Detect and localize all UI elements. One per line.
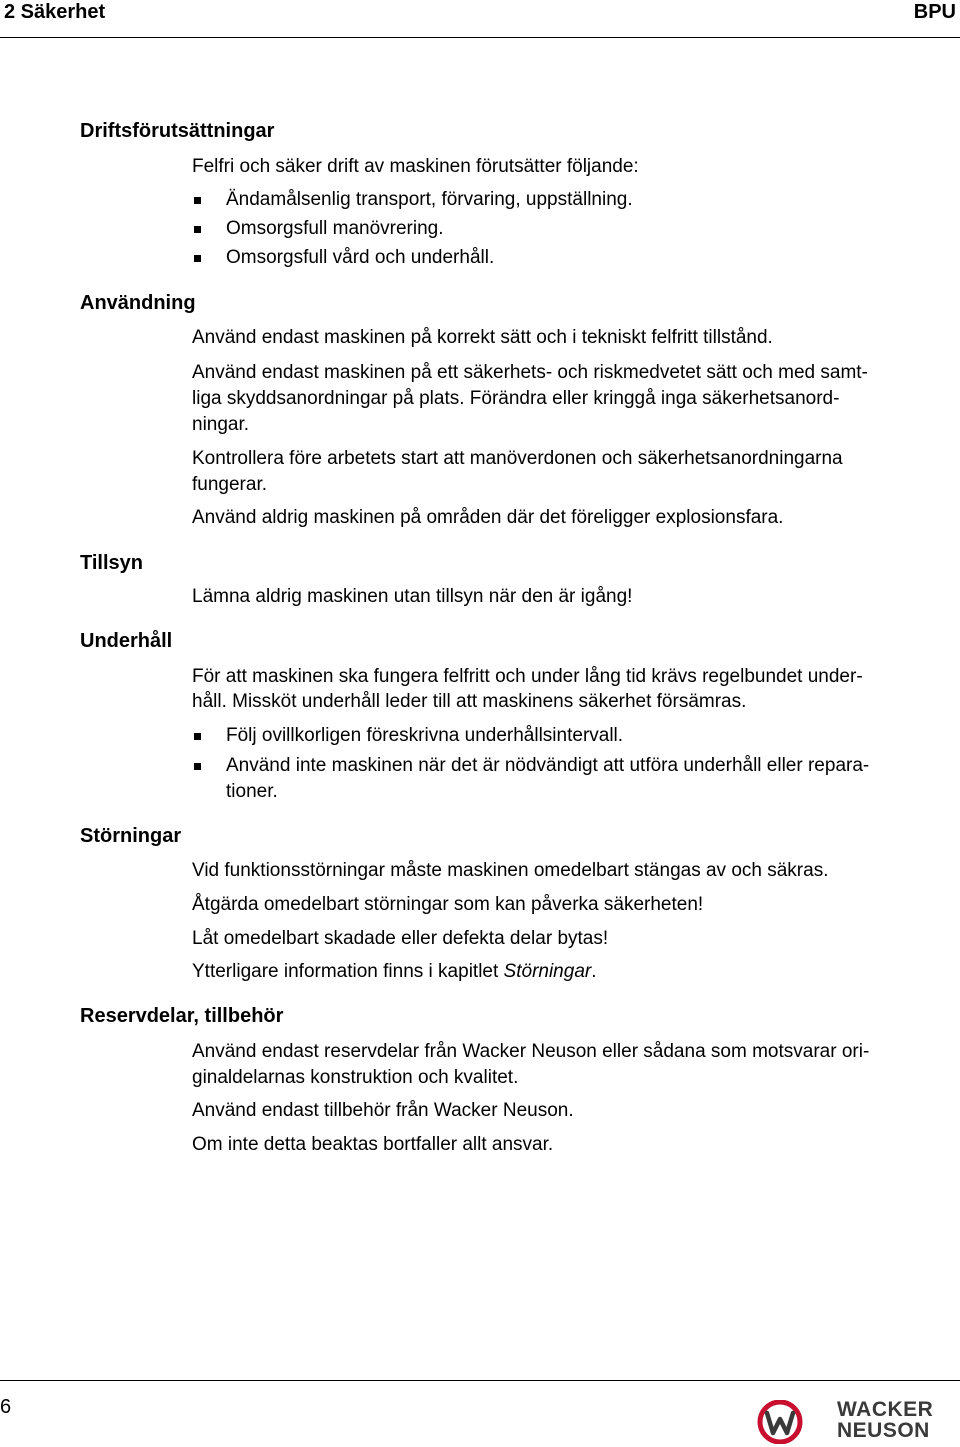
drift-intro: Felfri och säker drift av maskinen förutsätter följande: [192,156,639,177]
tillsyn-p1: Lämna aldrig maskinen utan tillsyn när den är igång! [192,586,633,607]
underhall-bullet-2-cont: tioner. [226,781,278,802]
heading-driftsforutsattningar: Driftsförutsättningar [80,120,275,142]
heading-underhall: Underhåll [80,630,173,652]
storningar-p3: Låt omedelbart skadade eller defekta delar bytas! [192,928,609,949]
heading-anvandning: Användning [80,292,196,314]
reservdelar-p3: Om inte detta beaktas bortfaller allt ansvar. [192,1134,554,1155]
wacker-neuson-w-emblem-icon [756,1400,804,1444]
storningar-p4: Ytterligare information finns i kapitlet Störningar. [192,961,597,982]
brand-logo-text: WACKER NEUSON [837,1398,934,1442]
page-number: 6 [0,1396,12,1418]
storningar-p1: Vid funktionsstörningar måste maskinen omedelbart stängas av och säkras. [192,860,829,881]
chapter-reference: Störningar [503,961,592,982]
reservdelar-p1-line1: Använd endast reservdelar från Wacker Neuson eller sådana som motsvarar ori- [192,1041,870,1062]
bullet-square-icon [194,733,201,740]
drift-bullet-2: Omsorgsfull manövrering. [192,216,954,241]
drift-bullet-1: Ändamålsenlig transport, förvaring, uppställning. [192,187,954,212]
heading-tillsyn: Tillsyn [80,552,143,574]
anvandning-p2-line3: ningar. [192,414,250,435]
header-section-title: 2 Säkerhet [4,1,106,23]
anvandning-p2-line1: Använd endast maskinen på ett säkerhets- och riskmedvetet sätt och med samt- [192,362,868,383]
underhall-bullet-2: Använd inte maskinen när det är nödvändigt att utföra underhåll eller repara- [192,753,954,778]
heading-reservdelar: Reservdelar, tillbehör [80,1005,284,1027]
anvandning-p4: Använd aldrig maskinen på områden där det föreligger explosionsfara. [192,507,784,528]
bullet-square-icon [194,255,201,262]
header-product: BPU [913,1,956,23]
bullet-square-icon [194,226,201,233]
anvandning-p2-line2: liga skyddsanordningar på plats. Förändra eller kringgå inga säkerhetsanord- [192,388,840,409]
storningar-p2: Åtgärda omedelbart störningar som kan påverka säkerheten! [192,894,704,915]
bullet-square-icon [194,763,201,770]
anvandning-p3-line2: fungerar. [192,474,267,495]
reservdelar-p2: Använd endast tillbehör från Wacker Neuson. [192,1100,574,1121]
footer-divider [0,1380,960,1381]
anvandning-p3-line1: Kontrollera före arbetets start att manöverdonen och säkerhetsanordningarna [192,448,843,469]
heading-storningar: Störningar [80,825,182,847]
underhall-bullet-1: Följ ovillkorligen föreskrivna underhållsintervall. [192,723,954,748]
header-divider [0,37,960,38]
anvandning-p1: Använd endast maskinen på korrekt sätt och i tekniskt felfritt tillstånd. [192,327,773,348]
reservdelar-p1-line2: ginaldelarnas konstruktion och kvalitet. [192,1067,519,1088]
underhall-p1-line1: För att maskinen ska fungera felfritt och under lång tid krävs regelbundet under- [192,666,863,687]
underhall-p1-line2: håll. Missköt underhåll leder till att maskinens säkerhet försämras. [192,691,747,712]
drift-bullet-3: Omsorgsfull vård och underhåll. [192,245,954,270]
bullet-square-icon [194,197,201,204]
